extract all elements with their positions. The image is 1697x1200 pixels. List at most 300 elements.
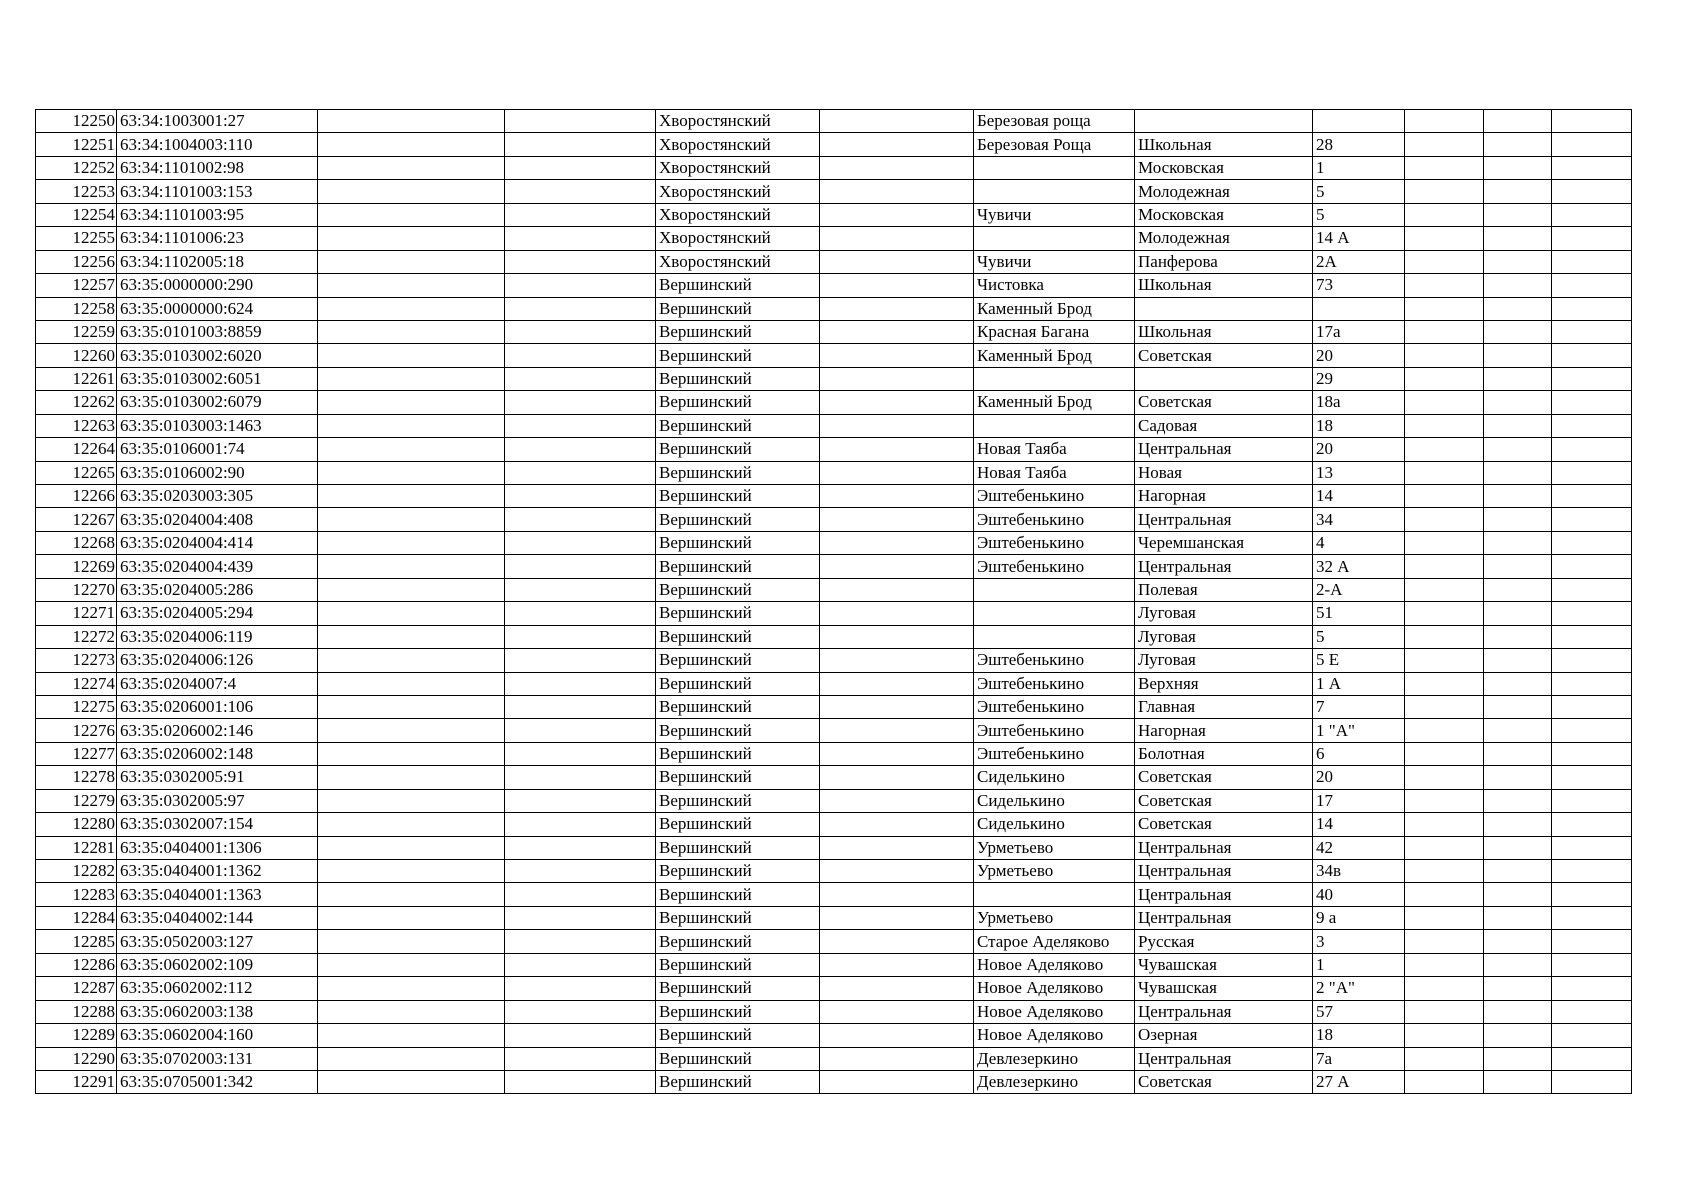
table-row [36, 1047, 1632, 1070]
district-cell: Вершинский [656, 531, 820, 554]
empty-cell [1405, 930, 1484, 953]
cadastral-number-cell: 63:34:1101003:153 [117, 180, 318, 203]
empty-cell [820, 110, 974, 133]
street-cell: Школьная [1135, 320, 1313, 343]
street-cell: Центральная [1135, 438, 1313, 461]
street-cell: Луговая [1135, 649, 1313, 672]
table-row [36, 742, 1632, 765]
empty-cell [820, 1070, 974, 1093]
empty-cell [820, 414, 974, 437]
table-row [36, 860, 1632, 883]
row-number-cell: 12256 [36, 250, 117, 273]
locality-cell: Эштебенькино [974, 555, 1135, 578]
row-number-cell: 12253 [36, 180, 117, 203]
district-cell: Вершинский [656, 320, 820, 343]
empty-cell [1405, 297, 1484, 320]
street-cell: Молодежная [1135, 180, 1313, 203]
house-number-cell: 42 [1313, 836, 1405, 859]
cadastral-number-cell: 63:34:1101006:23 [117, 227, 318, 250]
empty-cell [505, 953, 656, 976]
street-cell: Главная [1135, 695, 1313, 718]
empty-cell [1552, 1070, 1632, 1093]
cadastral-number-cell: 63:35:0302007:154 [117, 813, 318, 836]
empty-cell [1484, 789, 1552, 812]
empty-cell [1405, 438, 1484, 461]
district-cell: Вершинский [656, 719, 820, 742]
street-cell: Чувашская [1135, 977, 1313, 1000]
empty-cell [820, 672, 974, 695]
row-number-cell: 12289 [36, 1024, 117, 1047]
empty-cell [1405, 391, 1484, 414]
table-row [36, 180, 1632, 203]
empty-cell [1405, 766, 1484, 789]
row-number-cell: 12263 [36, 414, 117, 437]
district-cell: Вершинский [656, 672, 820, 695]
empty-cell [1484, 508, 1552, 531]
empty-cell [820, 180, 974, 203]
table-row [36, 461, 1632, 484]
empty-cell [1405, 789, 1484, 812]
empty-cell [1552, 344, 1632, 367]
empty-cell [1405, 602, 1484, 625]
house-number-cell: 14 [1313, 485, 1405, 508]
locality-cell: Чистовка [974, 274, 1135, 297]
locality-cell: Сиделькино [974, 813, 1135, 836]
house-number-cell: 20 [1313, 438, 1405, 461]
empty-cell [1405, 860, 1484, 883]
cadastral-number-cell: 63:35:0204004:408 [117, 508, 318, 531]
locality-cell: Девлезеркино [974, 1070, 1135, 1093]
empty-cell [820, 461, 974, 484]
empty-cell [1405, 180, 1484, 203]
empty-cell [1405, 883, 1484, 906]
locality-cell: Урметьево [974, 860, 1135, 883]
table-row [36, 789, 1632, 812]
locality-cell: Красная Багана [974, 320, 1135, 343]
street-cell: Школьная [1135, 133, 1313, 156]
locality-cell: Чувичи [974, 203, 1135, 226]
empty-cell [1552, 813, 1632, 836]
empty-cell [505, 508, 656, 531]
table-row [36, 953, 1632, 976]
cadastral-number-cell: 63:35:0705001:342 [117, 1070, 318, 1093]
empty-cell [505, 133, 656, 156]
empty-cell [318, 578, 505, 601]
empty-cell [820, 625, 974, 648]
street-cell: Центральная [1135, 1047, 1313, 1070]
house-number-cell: 3 [1313, 930, 1405, 953]
street-cell: Советская [1135, 391, 1313, 414]
table-row [36, 1070, 1632, 1093]
locality-cell: Новое Аделяково [974, 1024, 1135, 1047]
empty-cell [505, 1070, 656, 1093]
empty-cell [505, 227, 656, 250]
cadastral-number-cell: 63:35:0203003:305 [117, 485, 318, 508]
locality-cell: Каменный Брод [974, 344, 1135, 367]
empty-cell [505, 860, 656, 883]
row-number-cell: 12273 [36, 649, 117, 672]
table-row [36, 1000, 1632, 1023]
empty-cell [1405, 672, 1484, 695]
locality-cell: Чувичи [974, 250, 1135, 273]
district-cell: Вершинский [656, 555, 820, 578]
empty-cell [1405, 485, 1484, 508]
empty-cell [505, 180, 656, 203]
street-cell: Новая [1135, 461, 1313, 484]
empty-cell [1552, 789, 1632, 812]
empty-cell [318, 391, 505, 414]
empty-cell [318, 695, 505, 718]
house-number-cell: 20 [1313, 766, 1405, 789]
district-cell: Хворостянский [656, 227, 820, 250]
street-cell: Луговая [1135, 602, 1313, 625]
row-number-cell: 12251 [36, 133, 117, 156]
locality-cell: Новая Таяба [974, 438, 1135, 461]
empty-cell [1484, 836, 1552, 859]
cadastral-number-cell: 63:35:0103002:6020 [117, 344, 318, 367]
empty-cell [505, 391, 656, 414]
empty-cell [820, 930, 974, 953]
locality-cell: Новая Таяба [974, 461, 1135, 484]
empty-cell [1552, 438, 1632, 461]
row-number-cell: 12286 [36, 953, 117, 976]
cadastral-number-cell: 63:35:0302005:97 [117, 789, 318, 812]
cadastral-number-cell: 63:35:0404002:144 [117, 906, 318, 929]
cadastral-number-cell: 63:35:0602003:138 [117, 1000, 318, 1023]
street-cell: Советская [1135, 813, 1313, 836]
locality-cell: Эштебенькино [974, 485, 1135, 508]
empty-cell [1552, 602, 1632, 625]
table-row [36, 274, 1632, 297]
empty-cell [505, 531, 656, 554]
locality-cell [974, 414, 1135, 437]
locality-cell: Сиделькино [974, 789, 1135, 812]
empty-cell [318, 367, 505, 390]
street-cell: Русская [1135, 930, 1313, 953]
district-cell: Вершинский [656, 508, 820, 531]
empty-cell [820, 813, 974, 836]
locality-cell: Эштебенькино [974, 649, 1135, 672]
empty-cell [505, 274, 656, 297]
empty-cell [1552, 367, 1632, 390]
street-cell: Московская [1135, 156, 1313, 179]
empty-cell [1484, 297, 1552, 320]
district-cell: Вершинский [656, 297, 820, 320]
empty-cell [820, 133, 974, 156]
table-row [36, 883, 1632, 906]
street-cell: Садовая [1135, 414, 1313, 437]
locality-cell: Каменный Брод [974, 297, 1135, 320]
table-row [36, 719, 1632, 742]
house-number-cell: 13 [1313, 461, 1405, 484]
empty-cell [1552, 860, 1632, 883]
empty-cell [1552, 977, 1632, 1000]
row-number-cell: 12280 [36, 813, 117, 836]
district-cell: Вершинский [656, 977, 820, 1000]
house-number-cell: 14 А [1313, 227, 1405, 250]
row-number-cell: 12277 [36, 742, 117, 765]
cadastral-number-cell: 63:34:1101003:95 [117, 203, 318, 226]
table-row [36, 578, 1632, 601]
street-cell: Чувашская [1135, 953, 1313, 976]
district-cell: Вершинский [656, 649, 820, 672]
street-cell: Озерная [1135, 1024, 1313, 1047]
row-number-cell: 12278 [36, 766, 117, 789]
district-cell: Вершинский [656, 1070, 820, 1093]
empty-cell [820, 555, 974, 578]
district-cell: Вершинский [656, 789, 820, 812]
empty-cell [505, 297, 656, 320]
empty-cell [1484, 719, 1552, 742]
empty-cell [505, 1047, 656, 1070]
row-number-cell: 12288 [36, 1000, 117, 1023]
empty-cell [505, 906, 656, 929]
empty-cell [318, 508, 505, 531]
locality-cell: Эштебенькино [974, 531, 1135, 554]
row-number-cell: 12282 [36, 860, 117, 883]
empty-cell [1484, 344, 1552, 367]
locality-cell: Урметьево [974, 836, 1135, 859]
empty-cell [1484, 578, 1552, 601]
cadastral-number-cell: 63:35:0602004:160 [117, 1024, 318, 1047]
empty-cell [505, 789, 656, 812]
empty-cell [505, 836, 656, 859]
empty-cell [820, 531, 974, 554]
empty-cell [1405, 133, 1484, 156]
empty-cell [1405, 320, 1484, 343]
locality-cell: Девлезеркино [974, 1047, 1135, 1070]
empty-cell [820, 695, 974, 718]
row-number-cell: 12259 [36, 320, 117, 343]
empty-cell [1405, 977, 1484, 1000]
locality-cell [974, 156, 1135, 179]
house-number-cell: 5 [1313, 203, 1405, 226]
district-cell: Вершинский [656, 930, 820, 953]
empty-cell [1484, 602, 1552, 625]
street-cell: Полевая [1135, 578, 1313, 601]
street-cell: Молодежная [1135, 227, 1313, 250]
empty-cell [1405, 953, 1484, 976]
locality-cell: Новое Аделяково [974, 977, 1135, 1000]
empty-cell [1484, 133, 1552, 156]
empty-cell [820, 977, 974, 1000]
cadastral-number-cell: 63:35:0404001:1362 [117, 860, 318, 883]
table-row [36, 485, 1632, 508]
empty-cell [1405, 344, 1484, 367]
empty-cell [318, 836, 505, 859]
street-cell: Луговая [1135, 625, 1313, 648]
cadastral-number-cell: 63:35:0106002:90 [117, 461, 318, 484]
empty-cell [1484, 906, 1552, 929]
empty-cell [1552, 1047, 1632, 1070]
empty-cell [318, 227, 505, 250]
table-row [36, 110, 1632, 133]
empty-cell [1552, 227, 1632, 250]
empty-cell [1405, 227, 1484, 250]
locality-cell: Старое Аделяково [974, 930, 1135, 953]
row-number-cell: 12268 [36, 531, 117, 554]
empty-cell [1405, 695, 1484, 718]
house-number-cell: 18а [1313, 391, 1405, 414]
empty-cell [1552, 953, 1632, 976]
table-row [36, 227, 1632, 250]
cadastral-number-cell: 63:35:0206002:146 [117, 719, 318, 742]
empty-cell [1405, 649, 1484, 672]
district-cell: Хворостянский [656, 110, 820, 133]
row-number-cell: 12281 [36, 836, 117, 859]
empty-cell [318, 883, 505, 906]
empty-cell [1552, 930, 1632, 953]
empty-cell [1552, 695, 1632, 718]
district-cell: Хворостянский [656, 156, 820, 179]
empty-cell [505, 344, 656, 367]
empty-cell [505, 414, 656, 437]
empty-cell [1552, 531, 1632, 554]
table-row [36, 555, 1632, 578]
row-number-cell: 12262 [36, 391, 117, 414]
row-number-cell: 12291 [36, 1070, 117, 1093]
table-row [36, 649, 1632, 672]
empty-cell [1405, 531, 1484, 554]
empty-cell [1552, 180, 1632, 203]
empty-cell [1405, 555, 1484, 578]
cadastral-number-cell: 63:35:0000000:624 [117, 297, 318, 320]
row-number-cell: 12260 [36, 344, 117, 367]
empty-cell [505, 742, 656, 765]
cadastral-number-cell: 63:35:0103002:6079 [117, 391, 318, 414]
street-cell: Центральная [1135, 883, 1313, 906]
house-number-cell: 7 [1313, 695, 1405, 718]
district-cell: Вершинский [656, 602, 820, 625]
cadastral-number-cell: 63:34:1102005:18 [117, 250, 318, 273]
empty-cell [318, 1024, 505, 1047]
locality-cell [974, 578, 1135, 601]
empty-cell [1552, 320, 1632, 343]
empty-cell [820, 602, 974, 625]
house-number-cell: 18 [1313, 1024, 1405, 1047]
district-cell: Вершинский [656, 578, 820, 601]
district-cell: Вершинский [656, 625, 820, 648]
empty-cell [318, 719, 505, 742]
district-cell: Вершинский [656, 391, 820, 414]
street-cell: Центральная [1135, 836, 1313, 859]
empty-cell [318, 906, 505, 929]
district-cell: Хворостянский [656, 203, 820, 226]
empty-cell [820, 320, 974, 343]
empty-cell [820, 203, 974, 226]
empty-cell [1484, 367, 1552, 390]
empty-cell [1405, 813, 1484, 836]
cadastral-number-cell: 63:35:0204006:126 [117, 649, 318, 672]
house-number-cell: 14 [1313, 813, 1405, 836]
street-cell: Центральная [1135, 860, 1313, 883]
house-number-cell: 9 а [1313, 906, 1405, 929]
empty-cell [505, 110, 656, 133]
row-number-cell: 12266 [36, 485, 117, 508]
empty-cell [820, 578, 974, 601]
empty-cell [505, 203, 656, 226]
empty-cell [1552, 766, 1632, 789]
street-cell: Центральная [1135, 555, 1313, 578]
table-row [36, 766, 1632, 789]
locality-cell: Эштебенькино [974, 719, 1135, 742]
empty-cell [318, 953, 505, 976]
empty-cell [1484, 1070, 1552, 1093]
empty-cell [1552, 1000, 1632, 1023]
street-cell [1135, 297, 1313, 320]
empty-cell [820, 649, 974, 672]
empty-cell [820, 485, 974, 508]
empty-cell [1552, 391, 1632, 414]
row-number-cell: 12254 [36, 203, 117, 226]
house-number-cell: 73 [1313, 274, 1405, 297]
table-row [36, 836, 1632, 859]
empty-cell [1484, 156, 1552, 179]
empty-cell [820, 508, 974, 531]
empty-cell [1552, 110, 1632, 133]
empty-cell [505, 883, 656, 906]
table-row [36, 438, 1632, 461]
empty-cell [820, 789, 974, 812]
house-number-cell: 6 [1313, 742, 1405, 765]
street-cell: Советская [1135, 344, 1313, 367]
empty-cell [1405, 461, 1484, 484]
locality-cell: Эштебенькино [974, 672, 1135, 695]
empty-cell [820, 742, 974, 765]
empty-cell [1405, 367, 1484, 390]
empty-cell [318, 860, 505, 883]
empty-cell [1484, 742, 1552, 765]
cadastral-number-cell: 63:35:0602002:109 [117, 953, 318, 976]
empty-cell [1484, 485, 1552, 508]
empty-cell [820, 367, 974, 390]
empty-cell [1405, 203, 1484, 226]
empty-cell [318, 1047, 505, 1070]
empty-cell [1405, 1047, 1484, 1070]
house-number-cell: 29 [1313, 367, 1405, 390]
empty-cell [318, 250, 505, 273]
empty-cell [1484, 813, 1552, 836]
empty-cell [1552, 742, 1632, 765]
empty-cell [505, 625, 656, 648]
table-row [36, 625, 1632, 648]
locality-cell [974, 883, 1135, 906]
empty-cell [318, 977, 505, 1000]
empty-cell [1484, 227, 1552, 250]
empty-cell [820, 227, 974, 250]
table-row [36, 391, 1632, 414]
empty-cell [1484, 930, 1552, 953]
house-number-cell [1313, 110, 1405, 133]
empty-cell [1484, 695, 1552, 718]
empty-cell [318, 742, 505, 765]
row-number-cell: 12274 [36, 672, 117, 695]
district-cell: Вершинский [656, 860, 820, 883]
district-cell: Вершинский [656, 414, 820, 437]
locality-cell: Новое Аделяково [974, 953, 1135, 976]
row-number-cell: 12258 [36, 297, 117, 320]
empty-cell [318, 1070, 505, 1093]
cadastral-number-cell: 63:35:0702003:131 [117, 1047, 318, 1070]
empty-cell [1405, 414, 1484, 437]
cadastral-number-cell: 63:34:1003001:27 [117, 110, 318, 133]
house-number-cell: 51 [1313, 602, 1405, 625]
empty-cell [318, 320, 505, 343]
district-cell: Хворостянский [656, 180, 820, 203]
empty-cell [820, 250, 974, 273]
street-cell: Болотная [1135, 742, 1313, 765]
empty-cell [1484, 438, 1552, 461]
